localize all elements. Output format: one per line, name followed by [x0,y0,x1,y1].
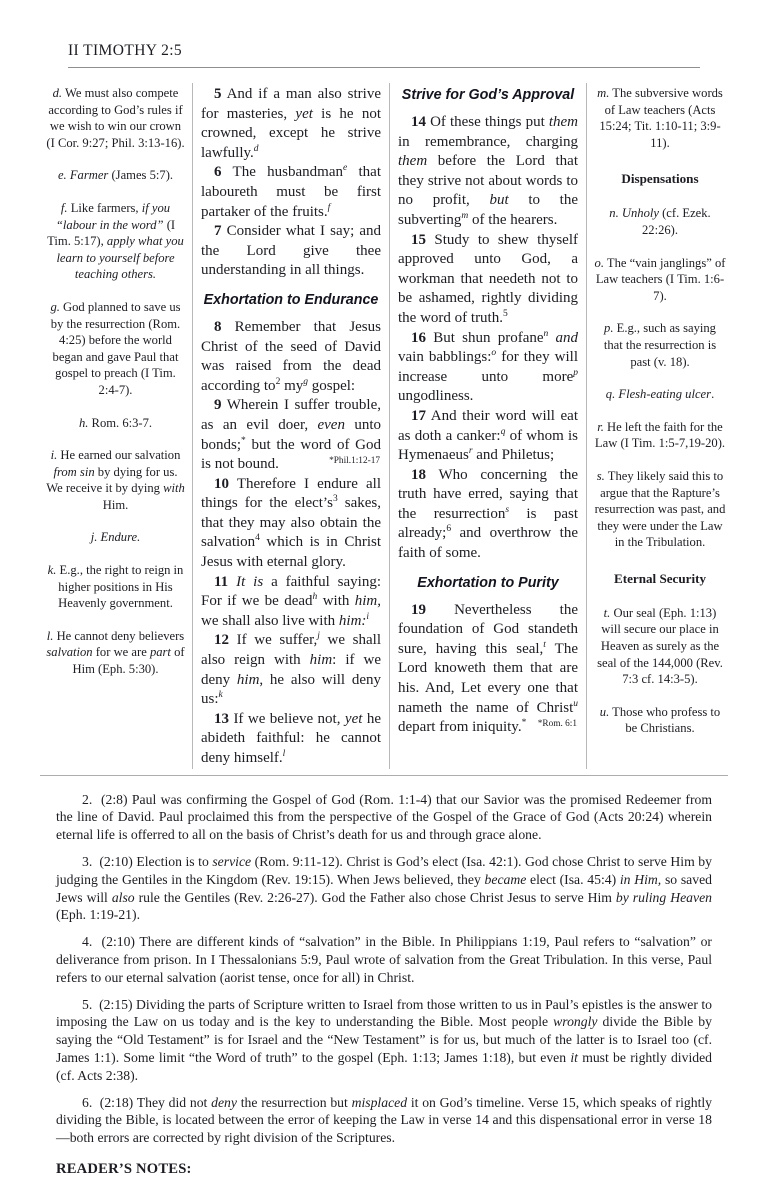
right-margin-notes-column [587,83,726,769]
margin-note-g: g. God planned to save us by the resurrection (Rom. 4:25) before the world began and gave Paul that gospel to preach (I Tim. 2:4-7). [50,299,181,397]
margin-note-l: l. He cannot deny believers salvation for we are part of Him (Eph. 5:30). [46,628,185,677]
verse-15: 15 Study to shew thyself approved unto God, a workman that needeth not to be ashamed, rightly dividing the word of truth.$^5$ [398,231,578,326]
margin-note-f: f. Like farmers, if you “labour in the word” (I Tim. 5:17), apply what you learn to yourself before teaching others. [47,200,184,282]
readers-notes-label: READER’S NOTES: [56,1160,192,1177]
verse-11: 11 It is a faithful saying: For if we be dead$^h$ with him, we shall also live with him:$^i$ [201,573,382,629]
footnotes-section [56,791,712,1147]
margin-note-j: j. Endure. [90,530,141,545]
verse-12: 12 If we suffer,$^j$ we shall also reign with him: if we deny him, he also will deny us:$^k$ [201,631,382,708]
verse-14: 14 Of these things put them in remembrance, charging them before the Lord that they strive not about words to no profit, but to the subverting$^m$ of the hearers. [398,114,578,228]
margin-note-r: r. He left the faith for the Law (I Tim. 1:5-7,19-20). [594,419,726,451]
verse-13: 13 If we believe not, yet he abideth faithful: he cannot deny himself.$^l$ [201,710,381,766]
margin-note-s: s. They likely said this to argue that the Rapture’s resurrection was past, and they were under the Law in the Tribulation. [594,468,726,550]
margin-note-u: u. Those who profess to be Christians. [599,704,721,736]
verse-6: 6 The husbandman$^e$ that laboureth must be first partaker of the fruits.$^f$ [201,163,381,220]
margin-note-m: m. The subversive words of Law teachers (Acts 15:24; Tit. 1:10-11; 3:9-11). [597,86,723,150]
section-heading-approval: Strive for God’s Approval [401,87,575,103]
footnote-2: 2. (2:8) Paul was confirming the Gospel of God (Rom. 1:1-4) that our Savior was the promised Redeemer from the line of David. Paul proclaimed this from the perspective of the Gospel of the Grace of God (Acts 20:24) wherein eternal life is offerred to all on the basis of Christ’s death for us and through grace alone. [56,791,712,843]
scripture-column-left [193,83,390,769]
page-header [68,42,700,68]
margin-note-h: h. Rom. 6:3-7. [78,415,153,430]
margin-note-i: i. He earned our salvation from sin by dying for us. We receive it by dying with Him. [46,448,185,512]
section-heading-purity: Exhortation to Purity [417,574,559,591]
verse-17: 17 And their word will eat as doth a canker:$^q$ of whom is Hymenaeus$^r$ and Philetus; [398,407,579,464]
verse-9: 9 Wherein I suffer trouble, as an evil doer, even unto bonds;* but the word of God is not bound. *Phil.1:12-17 [201,397,381,473]
margin-note-p: p. E.g., such as saying that the resurrection is past (v. 18). [603,321,717,369]
footnote-3: 3. (2:10) Election is to service (Rom. 9:11-12). Christ is God’s elect (Isa. 42:1). God chose Christ to serve Him by judging the Gentiles in the Kingdom (Rev. 19:15). When Jews believed, they became elect (Isa. 45:4) in Him, so saved Jews will also rule the Gentiles (Rev. 2:26-27). God the Father also chose Christ Jesus to serve Him by ruling Heaven (Eph. 1:19-21). [56,853,713,923]
footnote-6: 6. (2:18) They did not deny the resurrection but misplaced it on God’s timeline. Verse 15, which speaks of rightly dividing the Bible, is located between the error of keeping the Law in verse 14 and this dispensational error in verse 18—both errors are corrected by right division of the Scriptures. [56,1094,713,1146]
margin-note-e: e. Farmer (James 5:7). [57,168,174,183]
margin-note-t: t. Our seal (Eph. 1:13) will secure our place in Heaven as surely as the seal of the 144,000 (Rev. 7:3 cf. 14:3-5). [597,605,723,687]
page-title: II TIMOTHY 2:5 [68,42,183,59]
margin-heading-dispensations: Dispensations [621,171,699,187]
verse-18: 18 Who concerning the truth have erred, saying that the resurrection$^s$ is past already;$^6$ and overthrow the faith of some. [398,466,578,562]
verse-8: 8 Remember that Jesus Christ of the seed of David was raised from the dead according $to^2$ $my^g$ gospel: [201,318,381,394]
verse-7: 7 Consider what I say; and the Lord give thee understanding in all things. [201,223,381,279]
verse-5: 5 And if a man also strive for masteries, yet is he not crowned, except he strive lawfully.$^d$ [201,86,381,161]
verse-16: 16 But shun profane$^n$ and vain babblings:$^o$ for they will increase unto more$^p$ ungodliness. [398,328,578,405]
footnotes-divider-rule [40,775,728,776]
columns-region [0,83,768,769]
margin-note-d: d. We must also compete according to God’s rules if we wish to win our crown (I Cor. 9:27; Phil. 3:13-16). [46,86,185,150]
margin-note-k: k. E.g., the right to reign in higher positions in His Heavenly government. [47,563,184,611]
left-margin-notes-column [42,83,193,769]
margin-heading-eternal-security: Eternal Security [613,570,706,586]
footnote-5: 5. (2:15) Dividing the parts of Scripture written to Israel from those written to us in Paul’s epistles is the answer to imposing the Law on us today and is the key to understanding the Bible. Most people wrongly divide the Bible by saying the “Old Testament” is for Israel and the “New Testament” is for us, but much of the latter is to Israel too (cf. James 1:1). Some limit “the Word of truth” to the gospel (Eph. 1:13; James 1:18), but even it must be rightly divided (cf. Acts 2:38). [56,996,713,1083]
verse-10: 10 Therefore I endure all things for the $elect’s^3$ sakes, that they may also obtain the salvation$^4$ which is in Christ Jesus with eternal glory. [201,475,381,571]
section-heading-endurance: Exhortation to Endurance [203,291,379,308]
margin-note-o: o. The “vain janglings” of Law teachers (I Tim. 1:6-7). [594,255,726,303]
footnote-4: 4. (2:10) There are different kinds of “salvation” in the Bible. In Philippians 1:19, Paul refers to “salvation” or deliverance from prison. In I Thessalonians 5:9, Paul wrote of salvation from the Great Tribulation. In this verse, Paul refers to our eternal salvation (aorist tense, once for all) in Christ. [56,934,712,985]
margin-note-q: q. Flesh-eating ulcer. [605,387,715,402]
verse-19: 19 Nevertheless the foundation of God standeth sure, having this seal,$^t$ The Lord knoweth them that are his. And, Let every one that nameth the name of Christ$^u$ depart from iniquity.* *Rom. 6:1 [398,601,578,736]
scripture-column-right [390,83,587,769]
margin-note-n: n. Unholy (cf. Ezek. 22:26). [609,206,711,237]
